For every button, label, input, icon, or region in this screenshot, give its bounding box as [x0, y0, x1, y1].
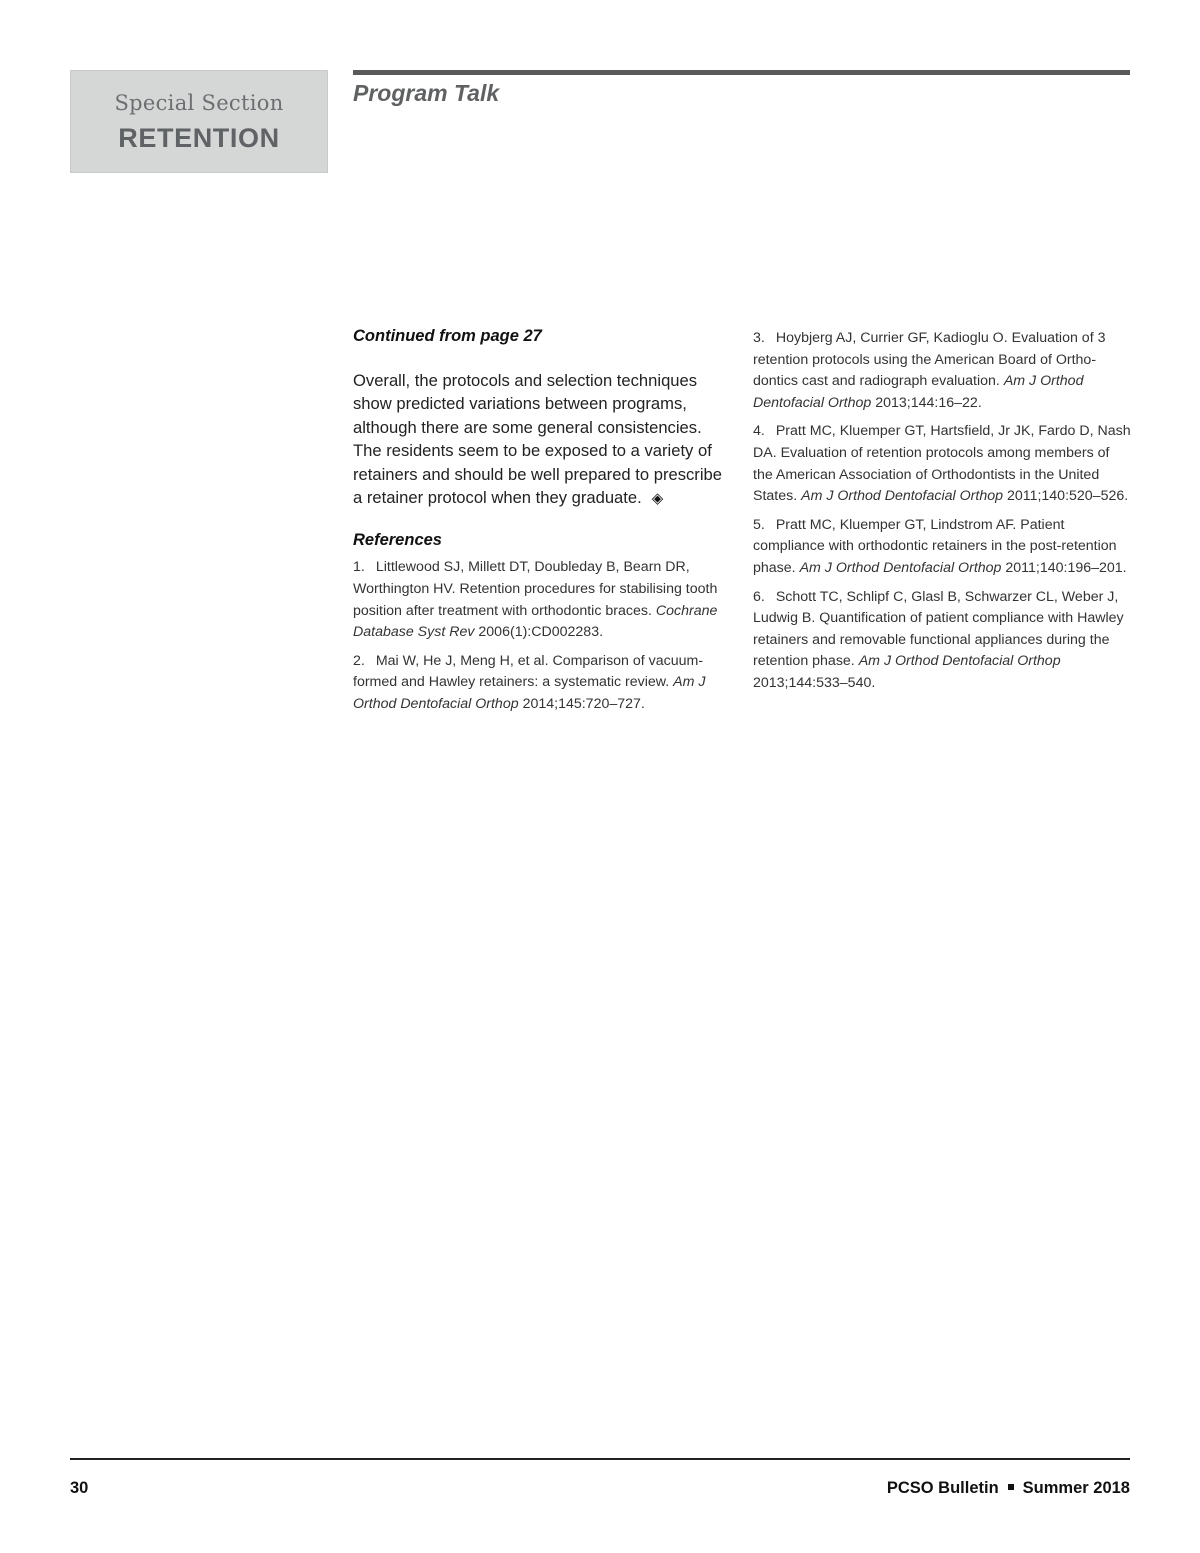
reference-number: 6.	[753, 588, 765, 605]
reference-item	[753, 421, 1131, 507]
publication-name: PCSO Bulletin	[886, 1479, 999, 1497]
reference-number: 2.	[353, 652, 365, 669]
reference-journal: Am J Orthod Dentofacial Orthop	[353, 674, 706, 712]
reference-citation: 2011;140:196–201.	[1005, 559, 1127, 576]
issue-date: Summer 2018	[1022, 1479, 1130, 1497]
right-column	[753, 328, 1131, 702]
section-topic: RETENTION	[118, 123, 280, 153]
references-heading: References	[353, 531, 442, 550]
reference-text: Schott TC, Schlipf C, Glasl B, Schwarzer CL, Weber J, Ludwig B. Quantification of patient compliance with Hawley retainers and removable functional appliances during the retention phase.	[753, 588, 1124, 670]
reference-number: 1.	[353, 559, 365, 576]
reference-journal: Am J Orthod Dentofacial Orthop	[858, 653, 1061, 670]
reference-citation: 2013;144:16–22.	[875, 394, 982, 411]
reference-citation: 2011;140:520–526.	[1006, 488, 1129, 505]
reference-journal: Cochrane Database Syst Rev	[353, 602, 718, 641]
page-number: 30	[70, 1479, 89, 1497]
reference-citation: 2006(1):CD002283.	[478, 624, 604, 641]
reference-number: 4.	[753, 423, 765, 440]
reference-journal: Am J Orthod Dentofacial Orthop	[753, 373, 1084, 411]
body-text: Overall, the protocols and selection techniques show predicted variations between programs, although there are some general consistencies. The residents seem to be exposed to a variety of retainers and should be well prepared to prescribe a retainer protocol when they graduate.	[353, 371, 722, 508]
end-of-article-icon: ◈	[651, 490, 664, 508]
square-bullet-icon	[1008, 1484, 1014, 1490]
page-title: Program Talk	[353, 80, 500, 106]
continued-note: Continued from page 27	[353, 327, 542, 345]
body-paragraph	[353, 369, 731, 510]
reference-number: 3.	[753, 330, 765, 346]
reference-text: Littlewood SJ, Millett DT, Doubleday B, Bearn DR, Worthington HV. Retention procedures for stabilising tooth position after treatment with orthodontic braces.	[353, 559, 718, 619]
reference-journal: Am J Orthod Dentofacial Orthop	[801, 488, 1003, 505]
reference-item	[353, 557, 731, 643]
section-label: Special Section	[114, 91, 284, 115]
footer-publication	[887, 1479, 1130, 1498]
reference-item	[753, 328, 1131, 414]
reference-number: 5.	[753, 516, 765, 533]
reference-citation: 2013;144:533–540.	[753, 674, 876, 691]
footer-rule	[70, 1458, 1130, 1460]
reference-item	[753, 587, 1131, 695]
reference-text: Pratt MC, Kluemper GT, Hartsfield, Jr JK, Fardo D, Nash DA. Evaluation of retention protocols among members of the American Association of Orthodontists in the United States.	[753, 423, 1131, 505]
left-column	[353, 325, 731, 723]
reference-item	[353, 651, 731, 716]
reference-citation: 2014;145:720–727.	[522, 696, 645, 712]
reference-text: Pratt MC, Kluemper GT, Lindstrom AF. Patient compliance with orthodontic retainers in the post-retention phase.	[753, 516, 1117, 576]
reference-text: Mai W, He J, Meng H, et al. Comparison of vacuum-formed and Hawley retainers: a systematic review.	[353, 652, 704, 691]
reference-item	[753, 515, 1131, 580]
reference-text: Hoybjerg AJ, Currier GF, Kadioglu O. Evaluation of 3 retention protocols using the American Board of Ortho-dontics cast and radiograph evaluation.	[753, 330, 1106, 390]
reference-journal: Am J Orthod Dentofacial Orthop	[799, 559, 1002, 576]
special-section-badge	[70, 70, 328, 173]
header-rule	[353, 70, 1130, 75]
